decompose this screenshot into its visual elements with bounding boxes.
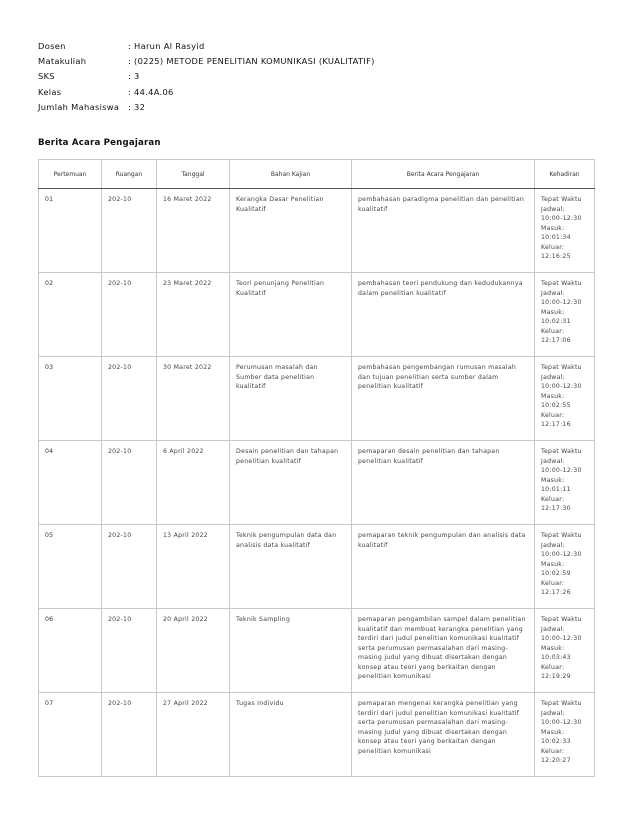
cell-kehadiran [535, 525, 595, 609]
table-row [39, 693, 595, 777]
kehadiran-line: 12:17:16 [541, 421, 571, 428]
column-header: Berita Acara Pengajaran [352, 160, 535, 189]
kehadiran-line: Jadwal: [541, 205, 565, 213]
cell-bahan-kajian: Desain penelitian dan tahapan penelitian kualitatif [230, 441, 352, 525]
info-label: SKS [38, 71, 55, 82]
kehadiran-line: Masuk: [541, 392, 565, 400]
cell-kehadiran [535, 693, 595, 777]
attendance-table [38, 159, 595, 777]
column-header: Bahan Kajian [230, 160, 352, 189]
info-row-matakuliah [38, 54, 375, 69]
cell-tanggal: 30 Maret 2022 [157, 357, 230, 441]
cell-pertemuan: 04 [39, 441, 102, 525]
kehadiran-line: Keluar: [541, 327, 565, 335]
kehadiran-line: Keluar: [541, 579, 565, 587]
info-value: : (0225) METODE PENELITIAN KOMUNIKASI (KUALITATIF) [128, 56, 375, 67]
table-row [39, 357, 595, 441]
info-row-kelas [38, 85, 375, 100]
info-value: : 32 [128, 101, 146, 112]
kehadiran-line: Masuk: [541, 644, 565, 652]
cell-kehadiran [535, 273, 595, 357]
kehadiran-line: 10:00-12:30 [541, 551, 582, 558]
cell-berita-acara: pemaparan pengambilan sampel dalam penelitian kualitatif dan membuat kerangka penelitian yang terdiri dari judul penelitian komunikasi kualitatif serta perumusan permasalahan dari masing-masing judul yang dibuat disertakan dengan konsep atau teori yang berkaitan dengan penelitian komunikasi [352, 609, 535, 693]
cell-berita-acara: pembahasan teori pendukung dan kedudukannya dalam penelitian kualitatif [352, 273, 535, 357]
cell-tanggal: 23 Maret 2022 [157, 273, 230, 357]
course-info [38, 39, 375, 115]
kehadiran-line: Keluar: [541, 663, 565, 671]
cell-tanggal: 6 April 2022 [157, 441, 230, 525]
kehadiran-line: 12:17:26 [541, 589, 571, 596]
kehadiran-line: Jadwal: [541, 709, 565, 717]
cell-tanggal: 13 April 2022 [157, 525, 230, 609]
kehadiran-line: Masuk: [541, 728, 565, 736]
cell-pertemuan: 05 [39, 525, 102, 609]
kehadiran-line: 10:02:55 [541, 402, 571, 409]
kehadiran-line: Jadwal: [541, 625, 565, 633]
cell-kehadiran [535, 441, 595, 525]
kehadiran-line: Tepat Waktu [541, 280, 582, 287]
kehadiran-line: Tepat Waktu [541, 700, 582, 707]
cell-kehadiran [535, 609, 595, 693]
info-row-sks [38, 69, 375, 84]
kehadiran-line: Masuk: [541, 224, 565, 232]
kehadiran-line: Tepat Waktu [541, 196, 582, 203]
column-header: Tanggal [157, 160, 230, 189]
cell-kehadiran [535, 357, 595, 441]
cell-tanggal: 16 Maret 2022 [157, 189, 230, 273]
kehadiran-line: 10:02:33 [541, 738, 571, 745]
kehadiran-line: Jadwal: [541, 457, 565, 465]
kehadiran-line: 12:17:06 [541, 337, 571, 344]
kehadiran-line: Tepat Waktu [541, 532, 582, 539]
cell-tanggal: 20 April 2022 [157, 609, 230, 693]
cell-pertemuan: 06 [39, 609, 102, 693]
cell-berita-acara: pembahasan paradigma penelitian dan penelitian kualitatif [352, 189, 535, 273]
kehadiran-line: 12:19:29 [541, 673, 571, 680]
cell-ruangan: 202-10 [102, 693, 157, 777]
cell-ruangan: 202-10 [102, 357, 157, 441]
info-label: Jumlah Mahasiswa [38, 101, 120, 112]
kehadiran-line: 10:00-12:30 [541, 719, 582, 726]
kehadiran-line: Tepat Waktu [541, 616, 582, 623]
cell-ruangan: 202-10 [102, 609, 157, 693]
info-row-jumlah-mahasiswa [38, 100, 375, 115]
info-row-dosen [38, 39, 375, 54]
info-value: : Harun Al Rasyid [128, 41, 205, 51]
kehadiran-line: 12:16:25 [541, 253, 571, 260]
kehadiran-line: Masuk: [541, 560, 565, 568]
kehadiran-line: Jadwal: [541, 289, 565, 297]
table-row [39, 525, 595, 609]
column-header: Pertemuan [39, 160, 102, 189]
cell-bahan-kajian: Teori penunjang Penelitian Kualitatif [230, 273, 352, 357]
cell-kehadiran [535, 189, 595, 273]
info-label: Dosen [38, 41, 66, 51]
cell-pertemuan: 01 [39, 189, 102, 273]
cell-ruangan: 202-10 [102, 273, 157, 357]
kehadiran-line: 10:01:11 [541, 486, 571, 493]
kehadiran-line: 10:02:31 [541, 318, 571, 325]
kehadiran-line: 10:00-12:30 [541, 635, 582, 642]
cell-berita-acara: pemaparan desain penelitian dan tahapan penelitian kualitatif [352, 441, 535, 525]
kehadiran-line: 10:00-12:30 [541, 299, 582, 306]
cell-berita-acara: pemaparan mengenai kerangka penelitian yang terdiri dari judul penelitian komunikasi kualitatif serta perumusan permasalahan dari masing-masing judul yang dibuat disertakan dengan konsep atau teori yang berkaitan dengan penelitian komunikasi [352, 693, 535, 777]
kehadiran-line: Keluar: [541, 243, 565, 251]
cell-berita-acara: pembahasan pengembangan rumusan masalah dan tujuan penelitian serta sumber dalam penelitian kualitatif [352, 357, 535, 441]
kehadiran-line: Jadwal: [541, 373, 565, 381]
cell-ruangan: 202-10 [102, 525, 157, 609]
table-row [39, 189, 595, 273]
cell-ruangan: 202-10 [102, 441, 157, 525]
table-row [39, 273, 595, 357]
kehadiran-line: 12:20:27 [541, 757, 571, 764]
cell-bahan-kajian: Teknik Sampling [230, 609, 352, 693]
cell-ruangan: 202-10 [102, 189, 157, 273]
kehadiran-line: 10:01:34 [541, 234, 571, 241]
cell-tanggal: 27 April 2022 [157, 693, 230, 777]
cell-pertemuan: 02 [39, 273, 102, 357]
kehadiran-line: Keluar: [541, 411, 565, 419]
kehadiran-line: 12:17:30 [541, 505, 571, 512]
kehadiran-line: 10:02:59 [541, 570, 571, 577]
section-title: Berita Acara Pengajaran [38, 138, 161, 148]
kehadiran-line: Tepat Waktu [541, 448, 582, 455]
kehadiran-line: 10:00-12:30 [541, 383, 582, 390]
cell-pertemuan: 03 [39, 357, 102, 441]
info-label: Kelas [38, 86, 62, 97]
column-header: Kehadiran [535, 160, 595, 189]
cell-bahan-kajian: Teknik pengumpulan data dan analisis data kualitatif [230, 525, 352, 609]
column-header: Ruangan [102, 160, 157, 189]
kehadiran-line: Jadwal: [541, 541, 565, 549]
cell-bahan-kajian: Perumusan masalah dan Sumber data penelitian kualitatif [230, 357, 352, 441]
kehadiran-line: Masuk: [541, 308, 565, 316]
info-label: Matakuliah [38, 56, 87, 67]
kehadiran-line: Masuk: [541, 476, 565, 484]
kehadiran-line: Keluar: [541, 495, 565, 503]
kehadiran-line: Keluar: [541, 747, 565, 755]
info-value: : 3 [128, 71, 140, 82]
kehadiran-line: 10:00-12:30 [541, 215, 582, 222]
cell-pertemuan: 07 [39, 693, 102, 777]
kehadiran-line: Tepat Waktu [541, 364, 582, 371]
table-row [39, 609, 595, 693]
table-header-row [39, 160, 595, 189]
info-value: : 44.4A.06 [128, 86, 174, 97]
cell-bahan-kajian: Kerangka Dasar Penelitian Kualitatif [230, 189, 352, 273]
table-row [39, 441, 595, 525]
kehadiran-line: 10:03:43 [541, 654, 571, 661]
cell-bahan-kajian: Tugas Individu [230, 693, 352, 777]
kehadiran-line: 10:00-12:30 [541, 467, 582, 474]
cell-berita-acara: pemaparan teknik pengumpulan dan analisis data kualitatif [352, 525, 535, 609]
